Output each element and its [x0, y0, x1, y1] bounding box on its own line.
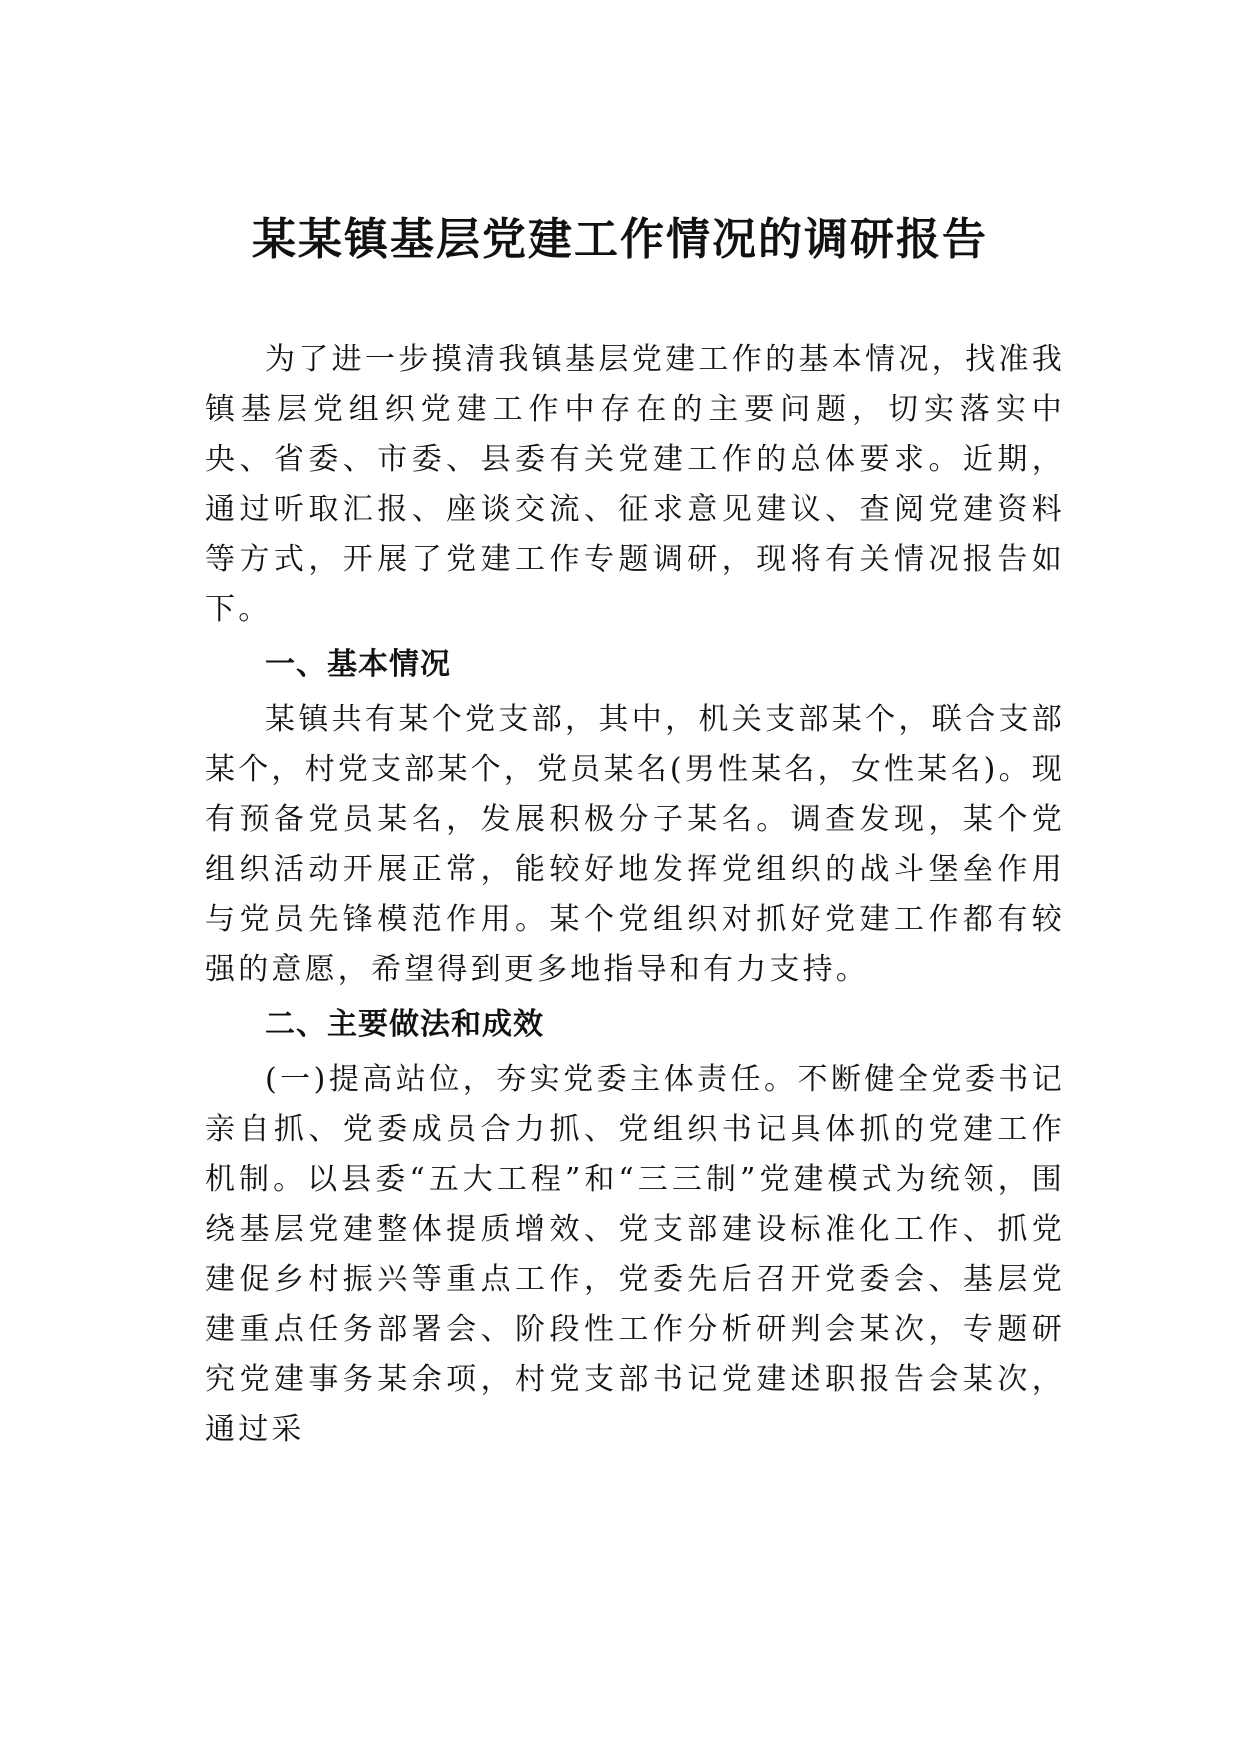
main-practices-paragraph: (一)提高站位，夯实党委主体责任。不断健全党委书记亲自抓、党委成员合力抓、党组织书记具体抓的党建工作机制。以县委“五大工程”和“三三制”党建模式为统领，围绕基层党建整体提质增效、党支部建设标准化工作、抓党建促乡村振兴等重点工作，党委先后召开党委会、基层党建重点任务部署会、阶段性工作分析研判会某次，专题研究党建事务某余项，村党支部书记党建述职报告会某次，通过采 [205, 1062, 1065, 1447]
section-heading-main-practices: 二、主要做法和成效 [265, 1007, 544, 1042]
document-title: 某某镇基层党建工作情况的调研报告 [252, 214, 988, 265]
basic-situation-paragraph: 某镇共有某个党支部，其中，机关支部某个，联合支部某个，村党支部某个，党员某名(男性某名，女性某名)。现有预备党员某名，发展积极分子某名。调查发现，某个党组织活动开展正常，能较好地发挥党组织的战斗堡垒作用与党员先锋模范作用。某个党组织对抓好党建工作都有较强的意愿，希望得到更多地指导和有力支持。 [205, 702, 1065, 987]
section-heading-basic-situation: 一、基本情况 [265, 647, 451, 682]
intro-paragraph: 为了进一步摸清我镇基层党建工作的基本情况，找准我镇基层党组织党建工作中存在的主要问题，切实落实中央、省委、市委、县委有关党建工作的总体要求。近期，通过听取汇报、座谈交流、征求意见建议、查阅党建资料等方式，开展了党建工作专题调研，现将有关情况报告如下。 [205, 342, 1065, 627]
document-body [205, 335, 1065, 1455]
